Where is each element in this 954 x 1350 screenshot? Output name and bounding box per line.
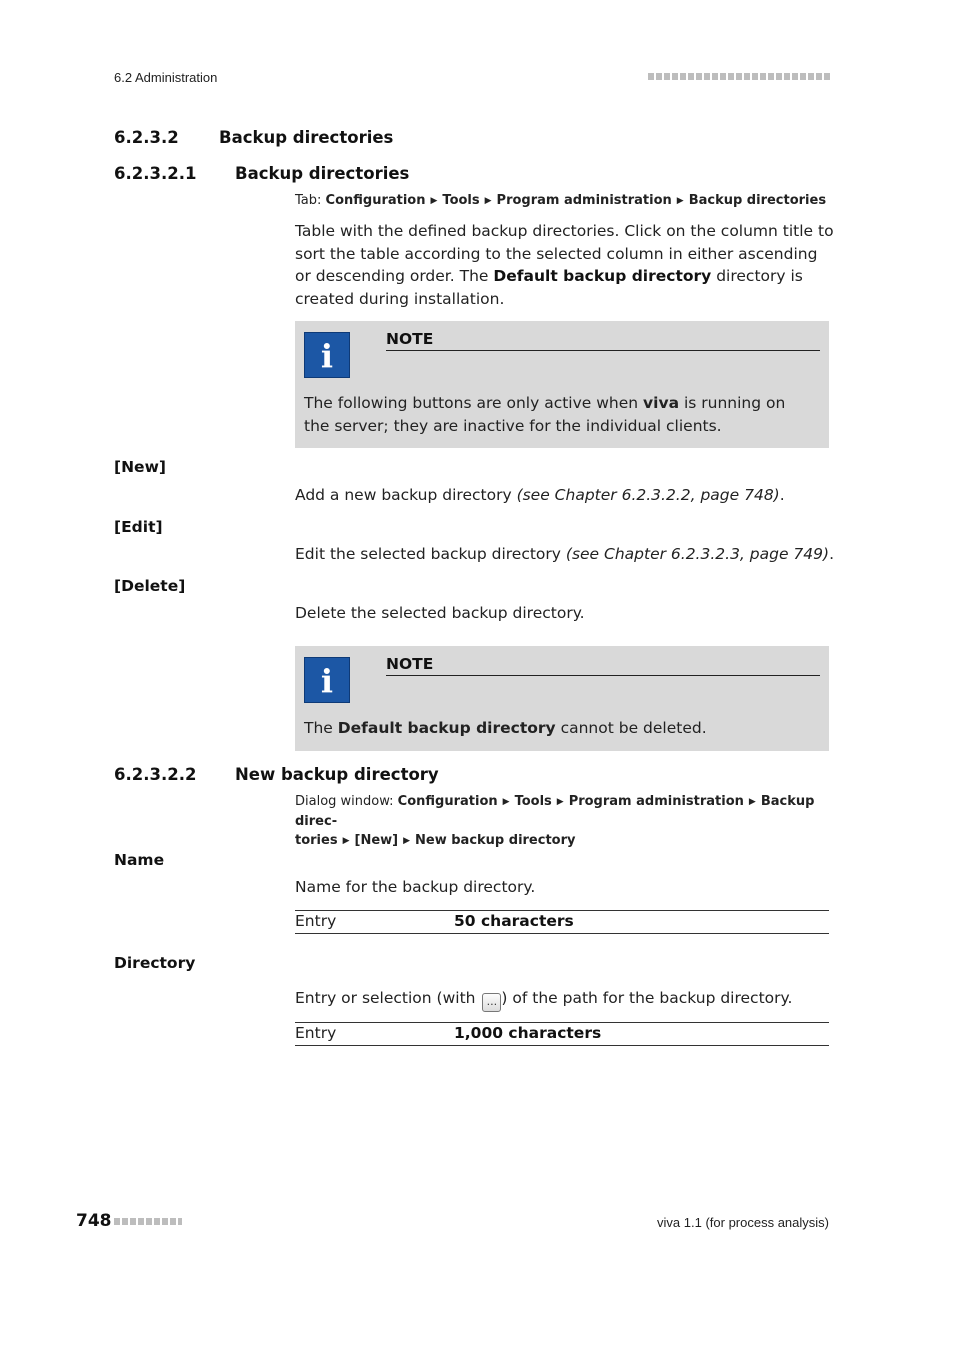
note-text: The Default backup directory cannot be deleted. <box>304 719 707 737</box>
section-title: Backup directories <box>235 164 410 183</box>
new-button-description: Add a new backup directory (see Chapter 6.2.3.2.2, page 748). <box>295 486 785 504</box>
section-heading-6232 <box>114 128 393 147</box>
breadcrumb-item: [New] <box>354 833 399 848</box>
note-title: NOTE <box>386 330 820 351</box>
delete-button-label: [Delete] <box>114 577 186 595</box>
breadcrumb-prefix: Tab: <box>295 193 322 208</box>
breadcrumb-item: Configuration <box>325 193 426 208</box>
directory-field-label: Directory <box>114 954 196 972</box>
section-title: Backup directories <box>219 128 394 147</box>
section-number: 6.2.3.2 <box>114 128 179 147</box>
breadcrumb-item: New backup directory <box>415 833 576 848</box>
breadcrumb-item: tories <box>295 833 338 848</box>
triangle-right-icon: ▶ <box>430 196 438 206</box>
page-number: 748 <box>76 1211 112 1231</box>
running-header: 6.2 Administration <box>114 70 218 85</box>
info-icon: i <box>304 332 350 378</box>
new-button-label: [New] <box>114 458 166 476</box>
footer-dots-decoration <box>114 1218 182 1225</box>
edit-button-description: Edit the selected backup directory (see Chapter 6.2.3.2.3, page 749). <box>295 545 834 563</box>
triangle-right-icon: ▶ <box>556 797 564 807</box>
section-heading-62321 <box>114 164 409 183</box>
name-field-label: Name <box>114 851 165 869</box>
triangle-right-icon: ▶ <box>484 196 492 206</box>
note-text: The following buttons are only active when viva is running on the server; they are inactive for the individual clients. <box>304 394 786 435</box>
breadcrumb-item: Program administration <box>568 794 744 809</box>
triangle-right-icon: ▶ <box>676 196 684 206</box>
info-icon: i <box>304 657 350 703</box>
triangle-right-icon: ▶ <box>748 797 756 807</box>
chapter-reference-link[interactable]: (see Chapter 6.2.3.2.2, page 748) <box>516 486 780 504</box>
delete-button-description: Delete the selected backup directory. <box>295 604 585 622</box>
directory-field-description: Entry or selection (with ... ) of the path for the backup directory. <box>295 987 792 1012</box>
backup-directories-description: Table with the defined backup directories. Click on the column title to sort the table according to the selected column in either ascending or descending order. The Default backup directory directory is created during installation. <box>295 222 834 308</box>
entry-value: 50 characters <box>454 912 574 930</box>
browse-button-icon: ... <box>482 993 501 1012</box>
section-heading-62322 <box>114 765 439 784</box>
note-title: NOTE <box>386 655 820 676</box>
name-entry-table <box>295 910 829 934</box>
breadcrumb-prefix: Dialog window: <box>295 794 394 809</box>
section-number: 6.2.3.2.1 <box>114 164 197 183</box>
name-field-description: Name for the backup directory. <box>295 878 536 896</box>
entry-key: Entry <box>295 1024 337 1042</box>
triangle-right-icon: ▶ <box>342 836 350 846</box>
directory-entry-table <box>295 1022 829 1046</box>
triangle-right-icon: ▶ <box>502 797 510 807</box>
note-box-buttons <box>295 321 829 448</box>
section-title: New backup directory <box>235 765 439 784</box>
breadcrumb-item: Program administration <box>496 193 672 208</box>
entry-key: Entry <box>295 912 337 930</box>
breadcrumb-item: Backup direc- <box>295 794 815 829</box>
breadcrumb-item: Configuration <box>397 794 498 809</box>
header-dots-decoration <box>648 73 830 80</box>
entry-value: 1,000 characters <box>454 1024 602 1042</box>
section-number: 6.2.3.2.2 <box>114 765 197 784</box>
breadcrumb-item: Backup directories <box>688 193 827 208</box>
note-box-default-directory <box>295 646 829 751</box>
edit-button-label: [Edit] <box>114 518 163 536</box>
chapter-reference-link[interactable]: (see Chapter 6.2.3.2.3, page 749) <box>565 545 830 563</box>
tab-breadcrumb <box>295 191 826 211</box>
breadcrumb-item: Tools <box>442 193 480 208</box>
dialog-breadcrumb <box>295 792 829 851</box>
triangle-right-icon: ▶ <box>403 836 411 846</box>
breadcrumb-item: Tools <box>514 794 552 809</box>
product-name: viva 1.1 (for process analysis) <box>657 1215 829 1230</box>
